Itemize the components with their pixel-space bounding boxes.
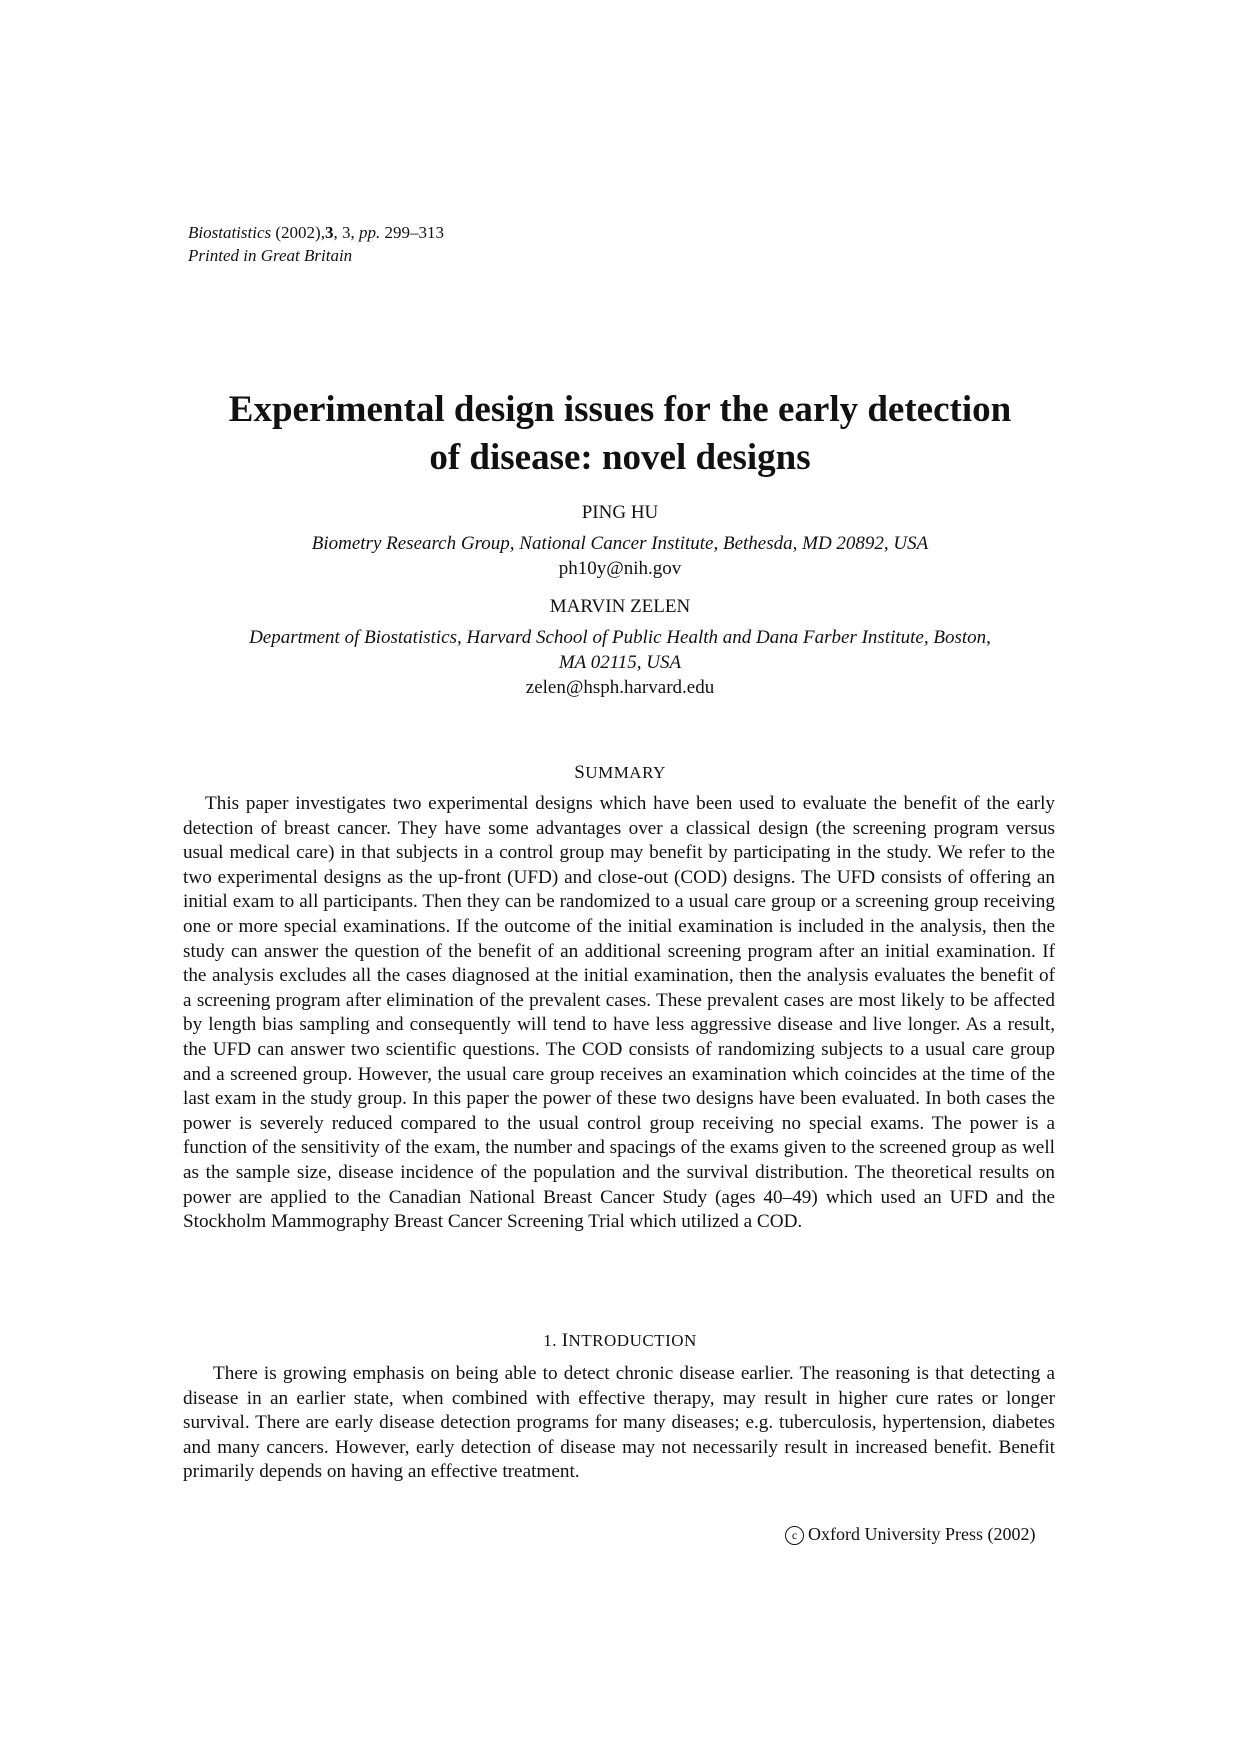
journal-year: (2002), bbox=[275, 223, 325, 242]
copyright-icon: c bbox=[785, 1526, 804, 1545]
journal-volume: 3 bbox=[324, 223, 334, 242]
copyright-text: Oxford University Press (2002) bbox=[808, 1524, 1036, 1544]
journal-issue: , 3, bbox=[333, 223, 355, 242]
journal-name: Biostatistics bbox=[188, 223, 272, 242]
summary-heading-rest: UMMARY bbox=[585, 763, 666, 782]
author-email: zelen@hsph.harvard.edu bbox=[525, 677, 715, 698]
author-name: MARVIN ZELEN bbox=[549, 596, 691, 617]
author-affiliation: MA 02115, USA bbox=[558, 652, 682, 673]
copyright-notice bbox=[785, 1522, 1035, 1546]
journal-citation bbox=[188, 221, 444, 244]
section-number: 1. bbox=[543, 1331, 557, 1350]
introduction-text: There is growing emphasis on being able to detect chronic disease earlier. The reasoning is that detecting a disease in an earlier state, when combined with effective therapy, may result in higher cure rates or longer survival. There are early disease detection programs for many diseases; e.g. tuberculosis, hypertension, diabetes and many cancers. However, early detection of disease may not necessarily result in increased benefit. Benefit primarily depends on having an effective treatment. bbox=[183, 1363, 1055, 1483]
title-block bbox=[0, 386, 1240, 700]
author-affiliation: Department of Biostatistics, Harvard School of Public Health and Dana Farber Institute, Boston, bbox=[249, 627, 991, 648]
paper-title bbox=[0, 386, 1240, 482]
author-name: PING HU bbox=[581, 502, 659, 523]
summary-heading bbox=[0, 762, 1240, 784]
journal-pages: 299–313 bbox=[384, 223, 444, 242]
title-line-1: Experimental design issues for the early detection bbox=[228, 389, 1012, 430]
author-email: ph10y@nih.gov bbox=[558, 558, 682, 579]
summary-text: This paper investigates two experimental designs which have been used to evaluate the benefit of the early detection of breast cancer. They have some advantages over a classical design (the screening program versus usual medical care) in that subjects in a control group may benefit by participating in the study. We refer to the two experimental designs as the up-front (UFD) and close-out (COD) designs. The UFD consists of offering an initial exam to all participants. Then they can be randomized to a usual care group or a screening group receiving one or more special examinations. If the outcome of the initial examination is included in the analysis, then the study can answer the question of the benefit of an additional screening program after an initial examination. If the analysis excludes all the cases diagnosed at the initial examination, then the analysis evaluates the benefit of a screening program after elimination of the prevalent cases. These prevalent cases are most likely to be affected by length bias sampling and consequently will tend to have less aggressive disease and live longer. As a result, the UFD can answer two scientific questions. The COD consists of randomizing subjects to a usual care group and a screened group. However, the usual care group receives an examination which coincides at the time of the last exam in the study group. In this paper the power of these two designs have been evaluated. In both cases the power is severely reduced compared to the usual control group receiving no special exams. The power is a function of the sensitivity of the exam, the number and spacings of the exams given to the screened group as well as the sample size, disease incidence of the population and the survival distribution. The theoretical results on power are applied to the Canadian National Breast Cancer Study (ages 40–49) which used an UFD and the Stockholm Mammography Breast Cancer Screening Trial which utilized a COD. bbox=[183, 793, 1055, 1233]
introduction-heading-initial: I bbox=[561, 1330, 569, 1351]
introduction-heading bbox=[0, 1330, 1240, 1352]
journal-header bbox=[188, 221, 444, 267]
printed-in: Printed in Great Britain bbox=[188, 246, 353, 265]
introduction-heading-rest: NTRODUCTION bbox=[568, 1331, 697, 1350]
author-affiliation: Biometry Research Group, National Cancer Institute, Bethesda, MD 20892, USA bbox=[311, 533, 929, 554]
summary-heading-initial: S bbox=[574, 762, 586, 783]
pages-label: pp. bbox=[358, 223, 381, 242]
title-line-2: of disease: novel designs bbox=[429, 437, 811, 478]
